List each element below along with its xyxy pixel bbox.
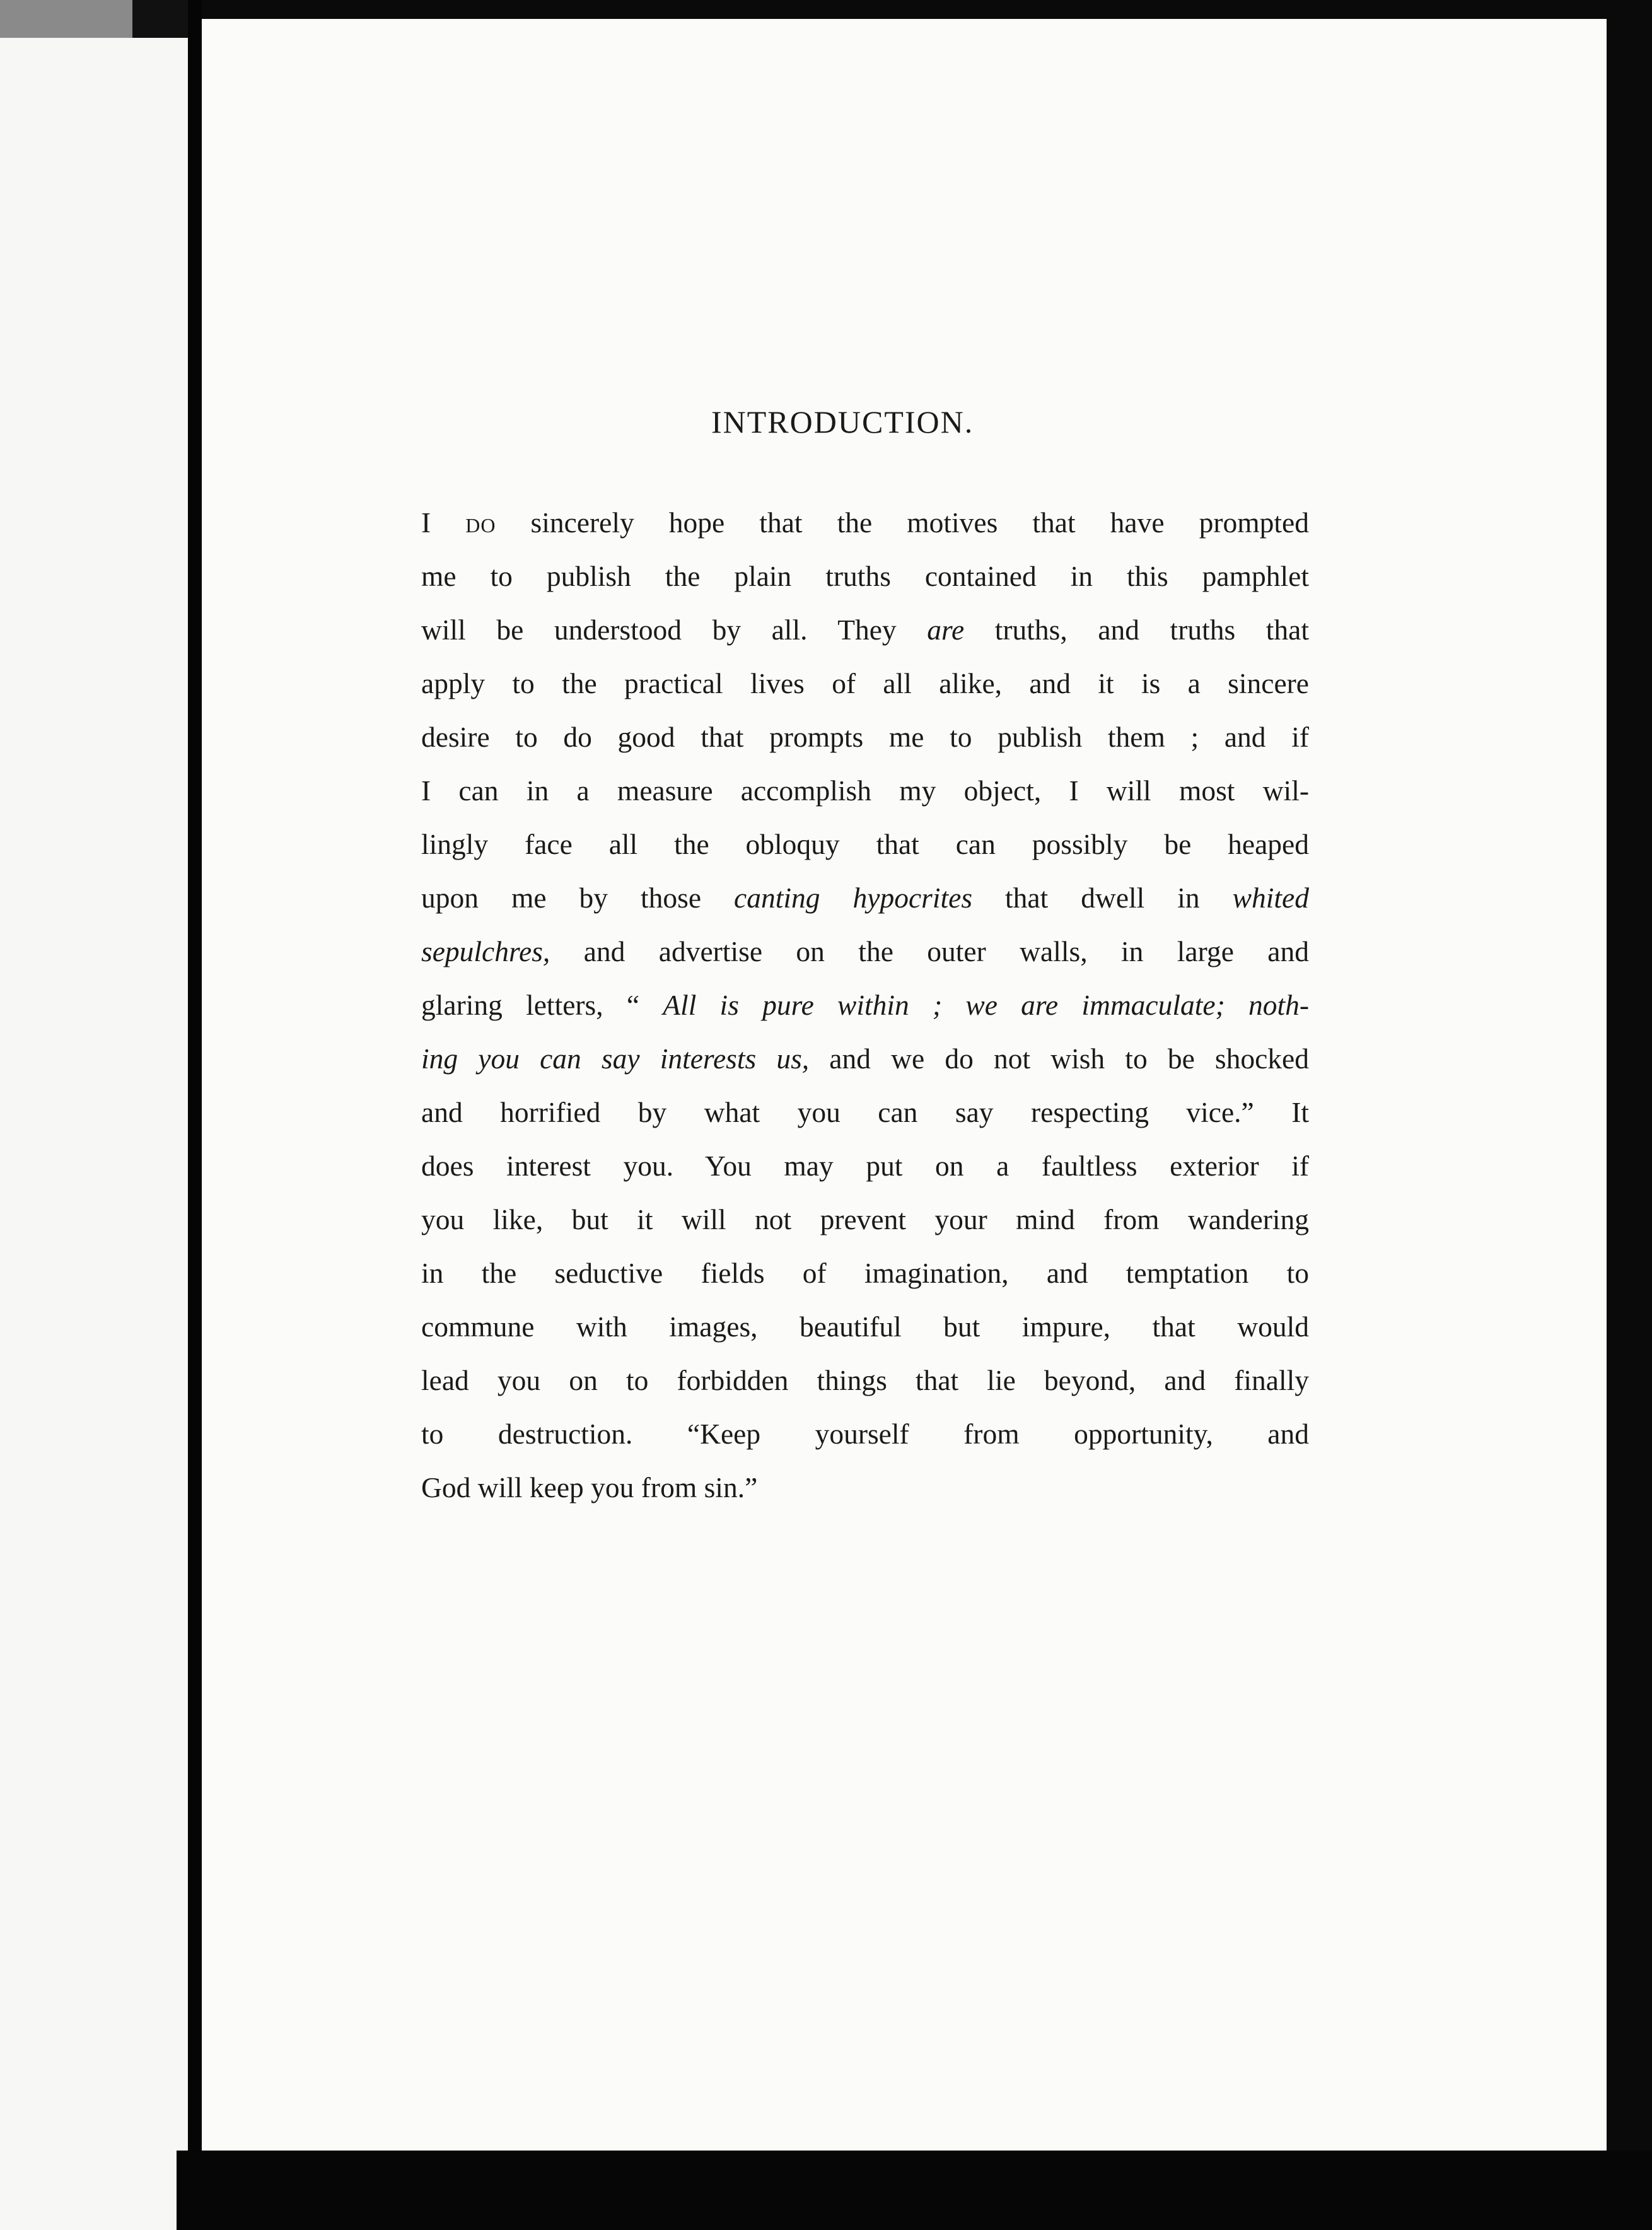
book-gutter bbox=[188, 0, 202, 2230]
text-line: commune with images, beautiful but impure, that would bbox=[421, 1311, 1309, 1343]
text-line: sepulchres, and advertise on the outer walls, in large and bbox=[421, 935, 1309, 967]
text-line: you like, but it will not prevent your mind from wandering bbox=[421, 1203, 1309, 1235]
text-line: apply to the practical lives of all alike, and it is a sincere bbox=[421, 667, 1309, 699]
text-line: I can in a measure accomplish my object, I will most wil- bbox=[421, 774, 1309, 807]
text-line: desire to do good that prompts me to publish them ; and if bbox=[421, 721, 1309, 753]
text-line: God will keep you from sin.” bbox=[421, 1471, 758, 1503]
text-line: glaring letters, “ All is pure within ; we are immaculate; noth- bbox=[421, 989, 1310, 1021]
text-line: me to publish the plain truths contained in this pamphlet bbox=[421, 560, 1309, 592]
text-line: lingly face all the obloquy that can possibly be heaped bbox=[421, 828, 1309, 860]
scan-bottom-border bbox=[177, 2151, 1652, 2230]
page-title: INTRODUCTION. bbox=[711, 404, 974, 440]
text-line: to destruction. “Keep yourself from opportunity, and bbox=[421, 1418, 1309, 1450]
facing-page bbox=[0, 0, 188, 2230]
introduction-paragraph bbox=[421, 496, 1309, 1514]
text-line: ing you can say interests us, and we do not wish to be shocked bbox=[421, 1042, 1310, 1075]
text-line: does interest you. You may put on a faultless exterior if bbox=[421, 1150, 1309, 1182]
text-line: lead you on to forbidden things that lie beyond, and finally bbox=[421, 1364, 1309, 1396]
text-line: in the seductive fields of imagination, and temptation to bbox=[421, 1257, 1309, 1289]
text-line: will be understood by all. They are truths, and truths that bbox=[421, 614, 1309, 646]
text-line: upon me by those canting hypocrites that dwell in whited bbox=[421, 882, 1309, 914]
text-line: and horrified by what you can say respecting vice.” It bbox=[421, 1096, 1309, 1128]
text-line: I DO sincerely hope that the motives that have prompted bbox=[421, 506, 1309, 539]
facing-page-edge-bar bbox=[132, 0, 188, 38]
facing-page-edge-shade bbox=[0, 0, 132, 38]
